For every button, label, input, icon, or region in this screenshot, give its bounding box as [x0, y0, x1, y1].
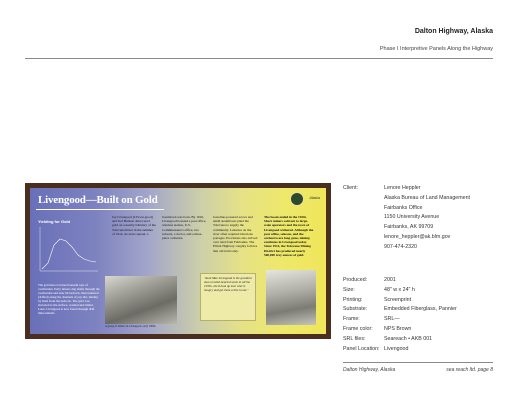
spec-value: Screenprint	[384, 296, 412, 303]
story-column-1: Jay Livengood (LIV-en-good) and Ted Hudson discovered gold on a nearby tributary of the Tolovana River in the summer of 1914. As news spread, a	[112, 215, 156, 236]
miners-photo-caption: A group of miners in Livengood, early 1900s.	[105, 325, 157, 328]
graph-caption: The gold here is buried beneath tons of overburden. Early miners dug shafts through the overburden and later hit bedrock, then tunneled (drifted) along the channels of pay dirt, mining by hand from the bedrock. The gold was shoveled to the surface, washed and tallied. Later, Livengood is now found through drift mine tunnels.	[38, 283, 100, 315]
page-title: Dalton Highway, Alaska	[414, 28, 493, 35]
client-email: lenore_heppler@ak.blm.gov	[384, 233, 451, 240]
graph-title: Yielding for Gold	[38, 219, 71, 224]
footer-left: Dalton Highway, Alaska	[343, 367, 396, 373]
panel-title-rule	[36, 209, 164, 210]
panel-artwork	[30, 188, 326, 334]
spec-value: 2001	[384, 277, 396, 283]
panel-title: Livengood—Built on Gold	[38, 194, 158, 206]
client-labels	[343, 184, 358, 194]
spec-label: Printing:	[343, 296, 363, 303]
spec-labels	[343, 276, 380, 354]
client-line: Fairbanks, AK 99709	[384, 224, 434, 231]
client-line: 1150 University Avenue	[384, 214, 440, 221]
story-column-3: Gasoline-powered scows and small steamboats plied the Tolovana to supply the community. Luxuries on the river often required laborious portages. Provisions also arrived over land from Fairbanks. The Elliott Highway roughly follows that old trail today.	[213, 215, 258, 253]
agency-seal-icon	[290, 192, 304, 206]
spec-label: Size:	[343, 286, 355, 293]
page-subtitle: Phase I Interpretive Panels Along the Highway	[379, 46, 493, 52]
client-label: Client:	[343, 185, 359, 191]
production-graph	[38, 225, 100, 275]
spec-label: Frame:	[343, 316, 360, 323]
quote-box: "Aunt Mae Livengood is the grandest man on kind-hearted souls in all the 1930s, she'd look up men who're hungry and get them a bite to eat."	[200, 273, 256, 321]
story-column-4: The boom ended in the 1920s. Short miners sold out to large-scale operators and the town of Livengood withered. Although the post office, saloons, and the orchestra are long gone, mining continues in Livengood today. Since 1914, the Tolovana Mining District has produced nearly 500,000 troy ounces of gold.	[264, 215, 314, 257]
spec-label: Produced:	[343, 277, 368, 283]
client-phone: 907-474-2320	[384, 243, 417, 250]
client-line: Alaska Bureau of Land Management	[384, 194, 470, 201]
spec-value: 48" w x 24" h	[384, 286, 415, 293]
spec-label: SRL files:	[343, 335, 366, 342]
footer-rule	[343, 362, 493, 363]
spec-label: Frame color:	[343, 325, 373, 332]
spec-label: Panel Location:	[343, 345, 380, 352]
town-photo	[266, 270, 316, 325]
client-line: Fairbanks Office	[384, 204, 423, 211]
spec-label: Substrate:	[343, 306, 368, 313]
interpretive-panel	[25, 183, 331, 339]
client-values	[384, 184, 470, 253]
spec-value: NPS Brown	[384, 325, 412, 332]
story-column-2: boomtown was born. By 1916, Livengood boasted a post office, wireless station, U.S. Commissioner's office, two saloons, a doctor, and a three-piece orchestra.	[162, 215, 207, 241]
client-line: Lenore Heppler	[384, 185, 421, 191]
footer-page: sea reach ltd. page 8	[446, 367, 493, 373]
spec-values	[384, 276, 457, 354]
agency-tag: Alaska	[309, 196, 320, 200]
spec-value: SRL—	[384, 316, 400, 323]
spec-value: Livengood	[384, 345, 409, 352]
header-rule	[25, 58, 493, 59]
spec-value: Seareach • AKB 001	[384, 335, 433, 342]
spec-value: Embedded Fiberglass, Pannier	[384, 306, 457, 313]
miners-photo	[105, 276, 177, 324]
graph-line	[42, 239, 96, 269]
